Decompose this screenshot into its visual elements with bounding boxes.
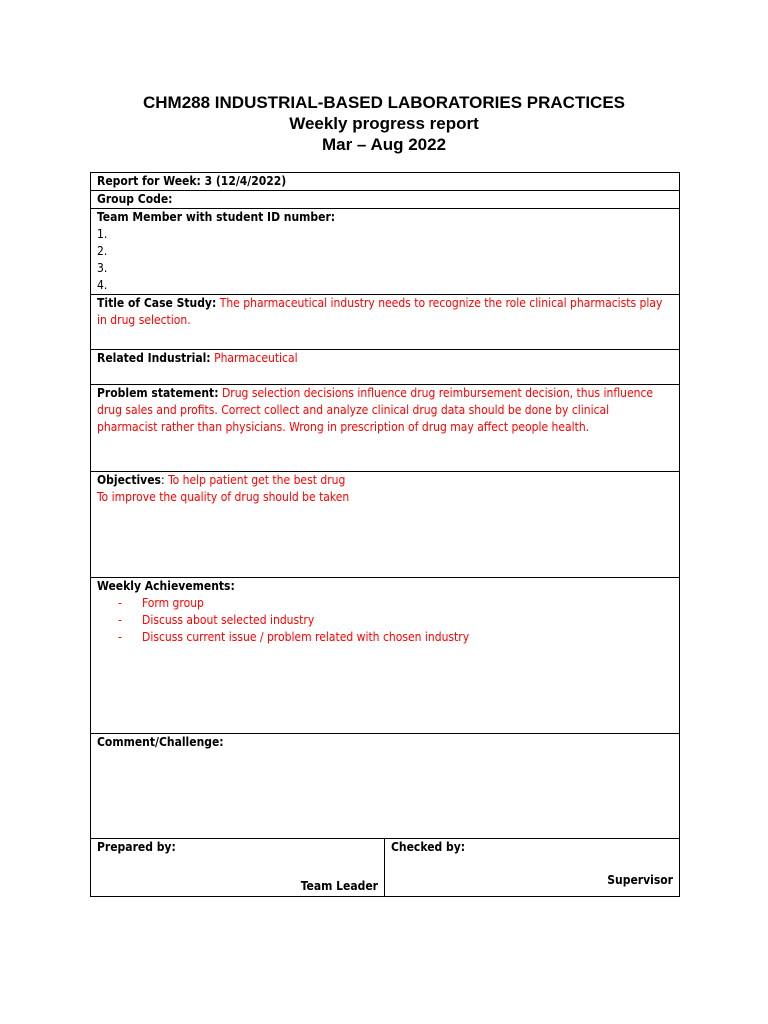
comment-challenge-cell: Comment/Challenge: bbox=[91, 734, 680, 839]
achievement-item: - Discuss about selected industry bbox=[97, 612, 673, 629]
related-industrial-cell bbox=[91, 350, 680, 385]
weekly-achievements-cell bbox=[91, 578, 680, 734]
team-members-label: Team Member with student ID number: bbox=[97, 210, 336, 224]
problem-statement-label: Problem statement: bbox=[97, 386, 219, 400]
problem-statement-value: Drug selection decisions influence drug reimbursement decision, thus influence drug sales and profits. Correct collect and analyze clinical drug data should be done by clinical pharmacist rather than physicians. Wrong in prescription of drug may affect people health. bbox=[97, 386, 654, 434]
report-header bbox=[0, 92, 768, 155]
progress-report-form bbox=[90, 172, 680, 897]
prepared-by-cell bbox=[91, 839, 385, 897]
objective-2: To improve the quality of drug should be taken bbox=[97, 490, 350, 504]
team-member-3: 3. bbox=[97, 261, 108, 275]
case-study-title-label: Title of Case Study: bbox=[97, 296, 217, 310]
team-members-cell bbox=[91, 209, 680, 295]
objectives-cell bbox=[91, 472, 680, 578]
weekly-achievements-label: Weekly Achievements: bbox=[97, 579, 235, 593]
achievement-item: - Discuss current issue / problem related with chosen industry bbox=[97, 629, 673, 646]
objectives-label: Objectives bbox=[97, 473, 161, 487]
report-title: Weekly progress report bbox=[289, 114, 479, 133]
related-industrial-value: Pharmaceutical bbox=[214, 351, 298, 365]
related-industrial-label: Related Industrial: bbox=[97, 351, 211, 365]
checked-by-label: Checked by: bbox=[391, 840, 466, 854]
case-study-title-cell bbox=[91, 295, 680, 350]
team-member-2: 2. bbox=[97, 244, 108, 258]
team-member-4: 4. bbox=[97, 278, 108, 292]
objective-1: To help patient get the best drug bbox=[168, 473, 346, 487]
checked-by-cell bbox=[385, 839, 680, 897]
achievements-list bbox=[97, 595, 673, 646]
problem-statement-cell bbox=[91, 385, 680, 472]
course-title: CHM288 INDUSTRIAL-BASED LABORATORIES PRACTICES bbox=[142, 93, 626, 112]
group-code-field: Group Code: bbox=[91, 191, 680, 209]
case-study-title-value: The pharmaceutical industry needs to recognize the role clinical pharmacists play in drug selection. bbox=[97, 296, 663, 327]
team-leader-label: Team Leader bbox=[300, 879, 378, 893]
team-member-1: 1. bbox=[97, 227, 108, 241]
prepared-by-label: Prepared by: bbox=[97, 840, 176, 854]
supervisor-label: Supervisor bbox=[607, 873, 673, 887]
report-period: Mar – Aug 2022 bbox=[321, 135, 447, 154]
report-week-field: Report for Week: 3 (12/4/2022) bbox=[91, 173, 680, 191]
achievement-item: - Form group bbox=[97, 595, 673, 612]
team-members-list bbox=[97, 226, 673, 294]
objectives-colon: : bbox=[160, 473, 165, 487]
